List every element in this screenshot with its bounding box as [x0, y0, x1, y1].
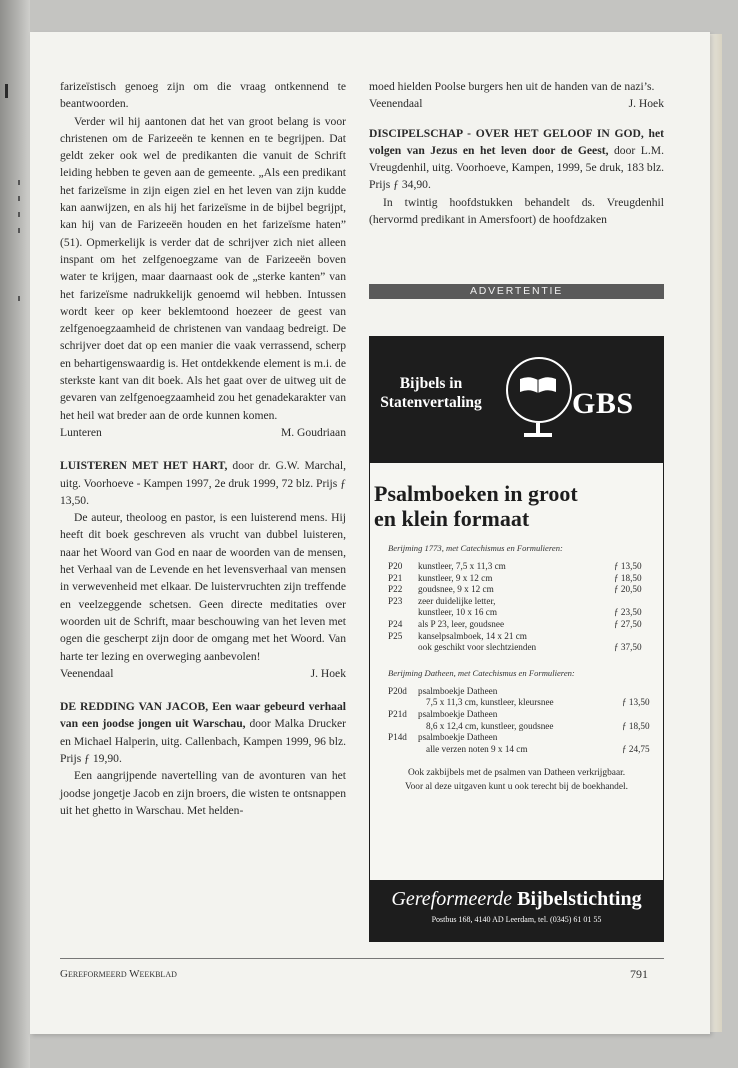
product-price [614, 596, 654, 608]
ad-note: Ook zakbijbels met de psalmen van Datheen verkrijgbaar. [407, 768, 626, 779]
product-description: kunstleer, 7,5 x 11,3 cm [418, 561, 506, 571]
ad-bijbels-line: Bijbels in [399, 375, 463, 392]
spine-speck [18, 180, 20, 185]
product-code [388, 642, 418, 654]
product-price [614, 631, 654, 643]
product-description: psalmboekje Datheen [418, 732, 498, 743]
book-title: DE REDDING VAN JACOB, Een waar gebeurd verhaal van een joodse jongen uit Warschau, [60, 700, 346, 731]
book-details: door L.M. Vreugdenhil, uitg. Voorhoeve, Kampen, 1999, 5e druk, 183 blz. Prijs ƒ 34,90. [369, 143, 664, 192]
globe-book-icon [506, 357, 572, 423]
book-details: door dr. G.W. Marchal, uitg. Voorhoeve - Kampen 1997, 2e druk 1999, 72 blz. Prijs ƒ 13,50. [60, 459, 346, 507]
product-code: P23 [388, 595, 403, 606]
book-title: DISCIPELSCHAP - OVER HET GELOOF IN GOD, het volgen van Jezus en het leven door de Geest, [369, 126, 664, 157]
product-description: goudsnee, 9 x 12 cm [418, 584, 494, 595]
product-price [622, 732, 662, 744]
product-code [388, 744, 418, 756]
product-description: psalmboekje Datheen [418, 685, 498, 696]
signature-place: Lunteren [60, 425, 102, 439]
price-row [388, 721, 662, 733]
product-price [622, 686, 662, 698]
publisher-name [370, 888, 663, 911]
gbs-logo: GBS [572, 387, 634, 420]
product-code [388, 607, 418, 619]
advertisement-label: ADVERTENTIE [369, 284, 664, 299]
product-code: P22 [388, 584, 403, 595]
price-row [388, 573, 654, 585]
publisher-name-italic: Gereformeerde [391, 888, 513, 910]
spine-speck [18, 212, 20, 217]
product-code: P21d [388, 708, 407, 719]
paragraph: Verder wil hij aantonen dat het van groot belang is voor christenen om de Farizeeën te kennen en te begrijpen. Dat geldt zeker ook wel de predikanten die vanuit de Schrift leiding hebben te geven aan de gemeente. „Als een predikant het farizeïsme in zijn eigen ziel en het leven van zijn kudde kan aanwijzen, en als hij het farizeïsme in de bijbel begrijpt, kan hij van de Farizeeën houden en het farizeïsme haten” (51). Opmerkelijk is verder dat de schrijver zich niet alleen inspant om het zelfgenoegzame van de Farizeeën boven water te krijgen, maar daarnaast ook de „sterke kanten” van het farizeïsme nadrukkelijk genoemd wil hebben. Intussen wordt keer op keer beklemtoond hoezeer de geest van zelfgenoegzaamheid de christenen van vandaag bedreigt. De schrijver doet dat op een manier die vaak verrassend, scherp en behartigenswaardig is. Het ontdekkende element is m.i. de sterkste kant van dit boek. Als het gaat over de uitweg uit de gevaren van zelfgenoegzaamheid zou het genadekarakter van het heil wat breder aan de orde kunnen komen. [60, 114, 346, 422]
page-number: 791 [630, 967, 648, 981]
product-description: kunstleer, 9 x 12 cm [418, 572, 493, 583]
product-description: 8,6 x 12,4 cm, kunstleer, goudsnee [426, 720, 554, 731]
spine-mark [5, 84, 8, 98]
product-code: P20 [388, 561, 403, 571]
product-description: alle verzen noten 9 x 14 cm [426, 743, 528, 754]
price-row [388, 732, 662, 744]
product-code [388, 697, 418, 709]
signature-name: J. Hoek [310, 666, 346, 680]
product-description: 7,5 x 11,3 cm, kunstleer, kleursnee [426, 697, 554, 708]
product-code: P25 [388, 630, 403, 641]
product-description: als P 23, leer, goudsnee [418, 618, 505, 629]
price-row [388, 686, 662, 698]
signature-name: J. Hoek [628, 97, 664, 111]
ad-section-title: Berijming 1773, met Catechismus en Formulieren: [388, 543, 563, 553]
paragraph: De auteur, theoloog en pastor, is een luisterend mens. Hij heeft dit boek geschreven als vrucht van dubbel luisteren, naar het Woord van God en naar de woorden van de mensen, het Verhaal van de Levende en het levensverhaal van mensen in verwevenheid met elkaar. De luistervruchten zijn treffende en veelzeggende schetsen. Geen directe meditaties over woorden uit de Schrift, maar beschouwing van het leven met ogen die gescherpt zijn door de omgang met het Woord. Van harte ter lezing en overweging aanbevolen! [60, 511, 346, 663]
book-entry [60, 698, 346, 767]
price-list-1773 [388, 561, 654, 654]
ad-banner [370, 337, 663, 463]
product-description: psalmboekje Datheen [418, 708, 498, 719]
book-title: LUISTEREN MET HET HART, [60, 459, 228, 473]
product-price: ƒ 37,50 [614, 642, 642, 653]
product-description: ook geschikt voor slechtzienden [418, 642, 537, 653]
book-spine [0, 0, 30, 1068]
ad-headline [374, 481, 663, 531]
publisher-name-bold: Bijbelstichting [517, 888, 642, 910]
price-row [388, 744, 662, 756]
product-price: ƒ 20,50 [614, 584, 642, 595]
product-price: ƒ 18,50 [622, 720, 650, 731]
footer-rule [60, 958, 664, 959]
product-price: ƒ 13,50 [622, 697, 650, 708]
ad-section-title: Berijming Datheen, met Catechismus en Formulieren: [388, 667, 575, 678]
book-entry [60, 457, 346, 509]
left-column [60, 78, 346, 819]
product-price: ƒ 24,75 [622, 743, 650, 754]
ad-bijbels-line: Statenvertaling [380, 394, 482, 411]
product-price: ƒ 18,50 [614, 572, 642, 583]
ad-headline-line: Psalmboeken in groot [374, 481, 578, 506]
price-row [388, 631, 654, 643]
price-row [388, 642, 654, 654]
product-price: ƒ 27,50 [614, 618, 642, 629]
product-code: P14d [388, 732, 407, 743]
ad-bijbels-text [376, 374, 486, 412]
product-code [388, 721, 418, 733]
price-row [388, 709, 662, 721]
product-description: zeer duidelijke letter, [418, 595, 496, 606]
page-edge [710, 34, 722, 1032]
product-description: kunstleer, 10 x 16 cm [418, 607, 497, 618]
ad-headline-line: en klein formaat [374, 506, 530, 531]
signature-name: M. Goudriaan [280, 425, 346, 439]
open-book-icon [518, 375, 558, 395]
paragraph: In twintig hoofdstukken behandelt ds. Vreugdenhil (hervormd predikant in Amersfoort) de hoofdzaken [369, 195, 664, 227]
signature [60, 665, 346, 682]
price-row [388, 697, 662, 709]
product-price: ƒ 13,50 [614, 561, 642, 571]
spine-speck [18, 296, 20, 301]
signature-place: Veenendaal [369, 97, 423, 111]
publication-name: Gereformeerd Weekblad [60, 968, 177, 980]
signature-place: Veenendaal [60, 666, 114, 680]
publisher-address: Postbus 168, 4140 AD Leerdam, tel. (0345) 61 01 55 [431, 915, 602, 924]
right-column [369, 78, 664, 228]
product-description: kanselpsalmboek, 14 x 21 cm [418, 630, 527, 641]
paragraph: Een aangrijpende navertelling van de avonturen van het joodse jongetje Jacob en zijn broers, die wisten te ontsnappen uit het ghetto in Warschau. Met helden- [60, 769, 346, 817]
price-row [388, 596, 654, 608]
product-price: ƒ 23,50 [614, 607, 642, 618]
paragraph: farizeïstisch genoeg zijn om die vraag ontkennend te beantwoorden. [60, 80, 346, 111]
product-code: P24 [388, 618, 403, 629]
price-list-datheen [388, 686, 662, 756]
book-details: door Malka Drucker en Michael Halperin, uitg. Callenbach, Kampen 1999, 96 blz. Prijs ƒ 19,90. [60, 717, 347, 765]
signature [60, 424, 346, 441]
ad-footer [370, 880, 663, 941]
paragraph: moed hielden Poolse burgers hen uit de handen van de nazi’s. [369, 80, 655, 93]
product-code: P20d [388, 685, 407, 696]
price-row [388, 561, 654, 573]
price-row [388, 584, 654, 596]
ad-note: Voor al deze uitgaven kunt u ook terecht bij de boekhandel. [405, 782, 628, 793]
book-entry [369, 125, 664, 194]
product-price [622, 709, 662, 721]
spine-speck [18, 196, 20, 201]
advertisement [369, 336, 664, 942]
price-row [388, 619, 654, 631]
spine-speck [18, 228, 20, 233]
product-code: P21 [388, 572, 403, 583]
price-row [388, 607, 654, 619]
signature [369, 95, 664, 112]
